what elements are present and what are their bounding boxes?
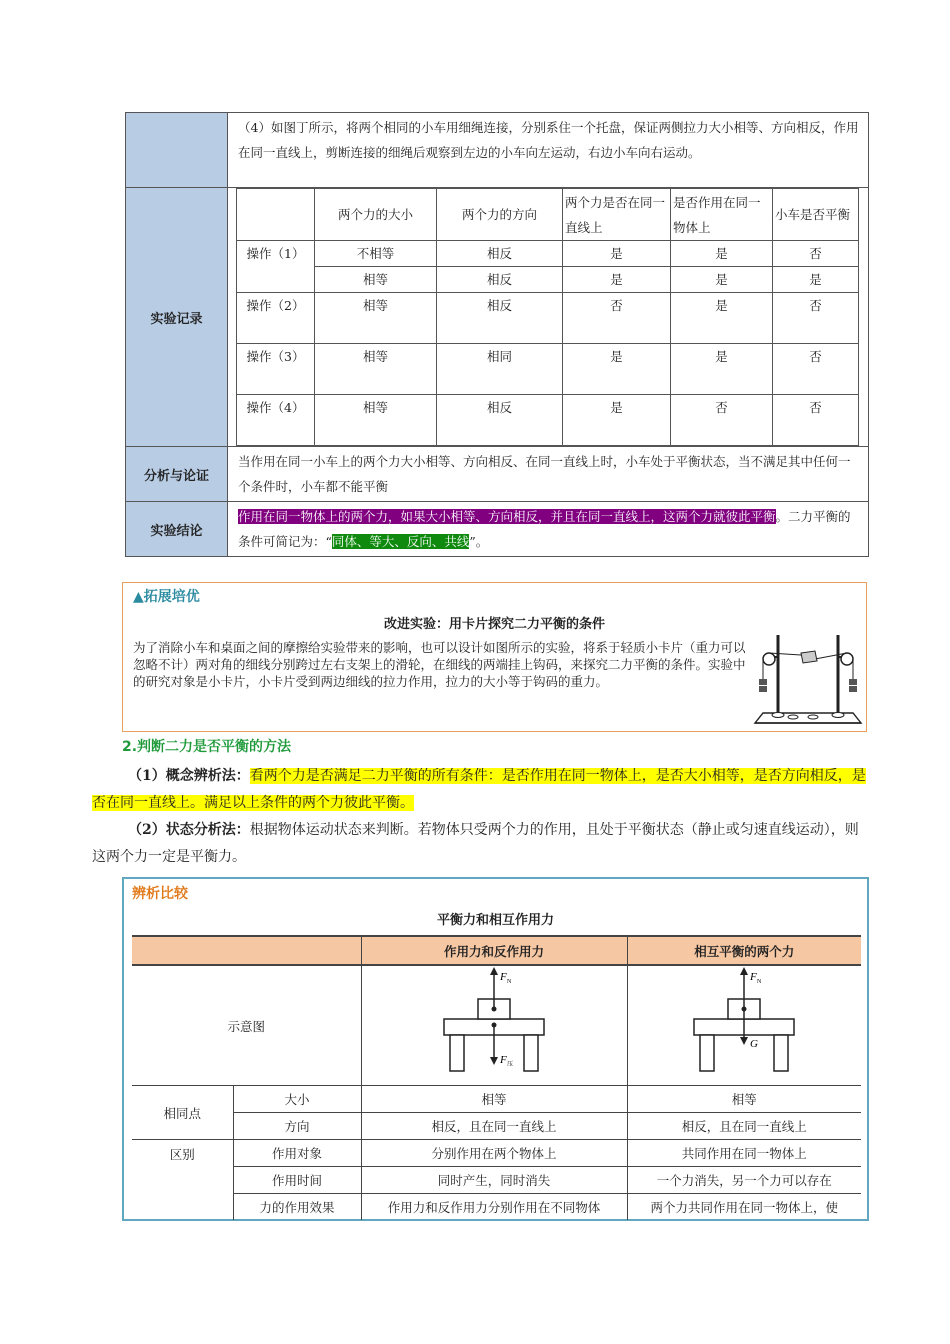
step4-text: （4）如图丁所示，将两个相同的小车用细绳连接，分别系住一个托盘，保证两侧拉力大小相等、方向相反，作用在同一直线上，剪断连接的细绳后观察到左边的小车向左运动，右边小车向右运动。 (228, 113, 869, 188)
extension-subtitle: 改进实验：用卡片探究二力平衡的条件 (383, 617, 605, 632)
record-cell-value: 是 (671, 267, 773, 293)
diff-label: 区别 (169, 1147, 195, 1162)
record-cell-value: 不相等 (315, 241, 437, 267)
record-cell-value: 相等 (315, 344, 437, 395)
method2-label: （2）状态分析法： (128, 822, 250, 838)
record-cell-value: 是 (563, 267, 671, 293)
attr-label: 大小 (233, 1086, 361, 1113)
compare-cell: 一个力消失，另一个力可以存在 (627, 1167, 861, 1194)
force-label-up-sub: N (757, 978, 762, 985)
compare-subtitle: 平衡力和相互作用力 (436, 913, 554, 928)
diagram-cell-action-reaction (361, 965, 627, 1086)
compare-cell: 作用力和反作用力分别作用在不同物体 (361, 1194, 627, 1221)
compare-box (122, 877, 869, 1221)
conclusion-key: 同体、等大、反向、共线 (331, 534, 470, 549)
op-label: 操作（3） (237, 344, 315, 395)
compare-cell: 同时产生，同时消失 (361, 1167, 627, 1194)
compare-cell: 相等 (361, 1086, 627, 1113)
method1-paragraph (92, 763, 872, 817)
record-cell-value: 否 (773, 293, 859, 344)
conclusion-mid: 。二力平衡的条件可简记为：“ (238, 509, 851, 549)
record-label: 实验记录 (126, 188, 228, 447)
apparatus-stands (771, 635, 845, 718)
op-label: 操作（1） (237, 241, 315, 293)
compare-header-col2: 相互平衡的两个力 (627, 936, 861, 965)
compare-cell: 分别作用在两个物体上 (361, 1140, 627, 1167)
record-header: 两个力的方向 (437, 189, 563, 241)
diagram-cell-balanced (627, 965, 861, 1086)
compare-cell: 相等 (627, 1086, 861, 1113)
gravity-label: G (750, 1037, 759, 1050)
record-cell-value: 相反 (437, 267, 563, 293)
record-cell-value: 是 (563, 395, 671, 446)
record-cell-value: 相反 (437, 395, 563, 446)
record-cell-value: 是 (773, 267, 859, 293)
extension-title: ▲拓展培优 (133, 589, 200, 605)
record-cell-value: 相反 (437, 293, 563, 344)
compare-cell: 共同作用在同一物体上 (627, 1140, 861, 1167)
record-header: 是否作用在同一物体上 (671, 189, 773, 241)
record-table (236, 188, 859, 446)
record-cell-value: 相等 (315, 267, 437, 293)
conclusion-end: ”。 (469, 534, 489, 549)
compare-cell: 相反，且在同一直线上 (361, 1113, 627, 1140)
op-label: 操作（2） (237, 293, 315, 344)
blank-label-cell (126, 113, 228, 188)
record-cell-value: 是 (563, 241, 671, 267)
op-label: 操作（4） (237, 395, 315, 446)
record-cell (228, 188, 869, 447)
record-header (237, 189, 315, 241)
attr-label: 作用时间 (233, 1167, 361, 1194)
method1-label: （1）概念辨析法： (128, 768, 250, 784)
force-label-down-sub: 压 (507, 1060, 514, 1068)
diagram-label: 示意图 (132, 965, 361, 1086)
apparatus-base (755, 713, 861, 723)
record-cell-value: 是 (671, 293, 773, 344)
record-cell-value: 是 (671, 241, 773, 267)
attr-label: 作用对象 (233, 1140, 361, 1167)
force-label-up: F (500, 970, 507, 983)
card-pulley-apparatus-figure (753, 627, 863, 729)
extension-text: 为了消除小车和桌面之间的摩擦给实验带来的影响，也可以设计如图所示的实验，将系于轻质小卡片（重力可以忽略不计）两对角的细线分别跨过左右支架上的滑轮，在细线的两端挂上钩码，来探究二力平衡的条件。实验中的研究对象是小卡片，小卡片受到两边细线的拉力作用，拉力的大小等于钩码的重力。 (133, 640, 746, 689)
compare-header-blank (132, 936, 361, 965)
record-cell-value: 相反 (437, 241, 563, 267)
experiment-table (125, 112, 869, 557)
compare-cell: 两个力共同作用在同一物体上，使 (627, 1194, 861, 1221)
record-cell-value: 否 (773, 344, 859, 395)
record-cell-value: 否 (563, 293, 671, 344)
action-reaction-diagram (434, 967, 554, 1082)
compare-table (132, 935, 861, 1220)
record-cell-value: 否 (773, 395, 859, 446)
force-label-up-sub: N (507, 978, 512, 985)
conclusion-text (228, 502, 869, 557)
hook-weights (759, 679, 857, 692)
attr-label: 力的作用效果 (233, 1194, 361, 1221)
balanced-forces-diagram (684, 967, 804, 1082)
record-header: 两个力是否在同一直线上 (563, 189, 671, 241)
conclusion-highlight: 作用在同一物体上的两个力，如果大小相等、方向相反，并且在同一直线上，这两个力就彼此平衡 (238, 509, 776, 524)
method1-text: 看两个力是否满足二力平衡的所有条件：是否作用在同一物体上，是否大小相等，是否方向相反，是否在同一直线上。满足以上条件的两个力彼此平衡。 (92, 768, 866, 811)
analysis-text: 当作用在同一小车上的两个力大小相等、方向相反、在同一直线上时，小车处于平衡状态，当不满足其中任何一个条件时，小车都不能平衡 (228, 447, 869, 502)
method2-text: 根据物体运动状态来判断。若物体只受两个力的作用，且处于平衡状态（静止或匀速直线运动），则这两个力一定是平衡力。 (92, 822, 859, 865)
section2-title: 2.判断二力是否平衡的方法 (122, 739, 292, 755)
conclusion-label: 实验结论 (126, 502, 228, 557)
record-cell-value: 否 (773, 241, 859, 267)
same-label: 相同点 (132, 1086, 233, 1140)
record-cell-value: 相等 (315, 293, 437, 344)
record-header: 小车是否平衡 (773, 189, 859, 241)
force-label-down: F (500, 1053, 507, 1066)
compare-title: 辨析比较 (132, 886, 188, 902)
record-cell-value: 相等 (315, 395, 437, 446)
compare-cell: 相反，且在同一直线上 (627, 1113, 861, 1140)
record-cell-value: 否 (671, 395, 773, 446)
analysis-label: 分析与论证 (126, 447, 228, 502)
record-cell-value: 是 (671, 344, 773, 395)
attr-label: 方向 (233, 1113, 361, 1140)
force-label-up: F (750, 970, 757, 983)
record-cell-value: 相同 (437, 344, 563, 395)
record-cell-value: 是 (563, 344, 671, 395)
compare-header-col1: 作用力和反作用力 (361, 936, 627, 965)
extension-box (122, 582, 867, 732)
method2-paragraph (92, 817, 872, 871)
record-header: 两个力的大小 (315, 189, 437, 241)
